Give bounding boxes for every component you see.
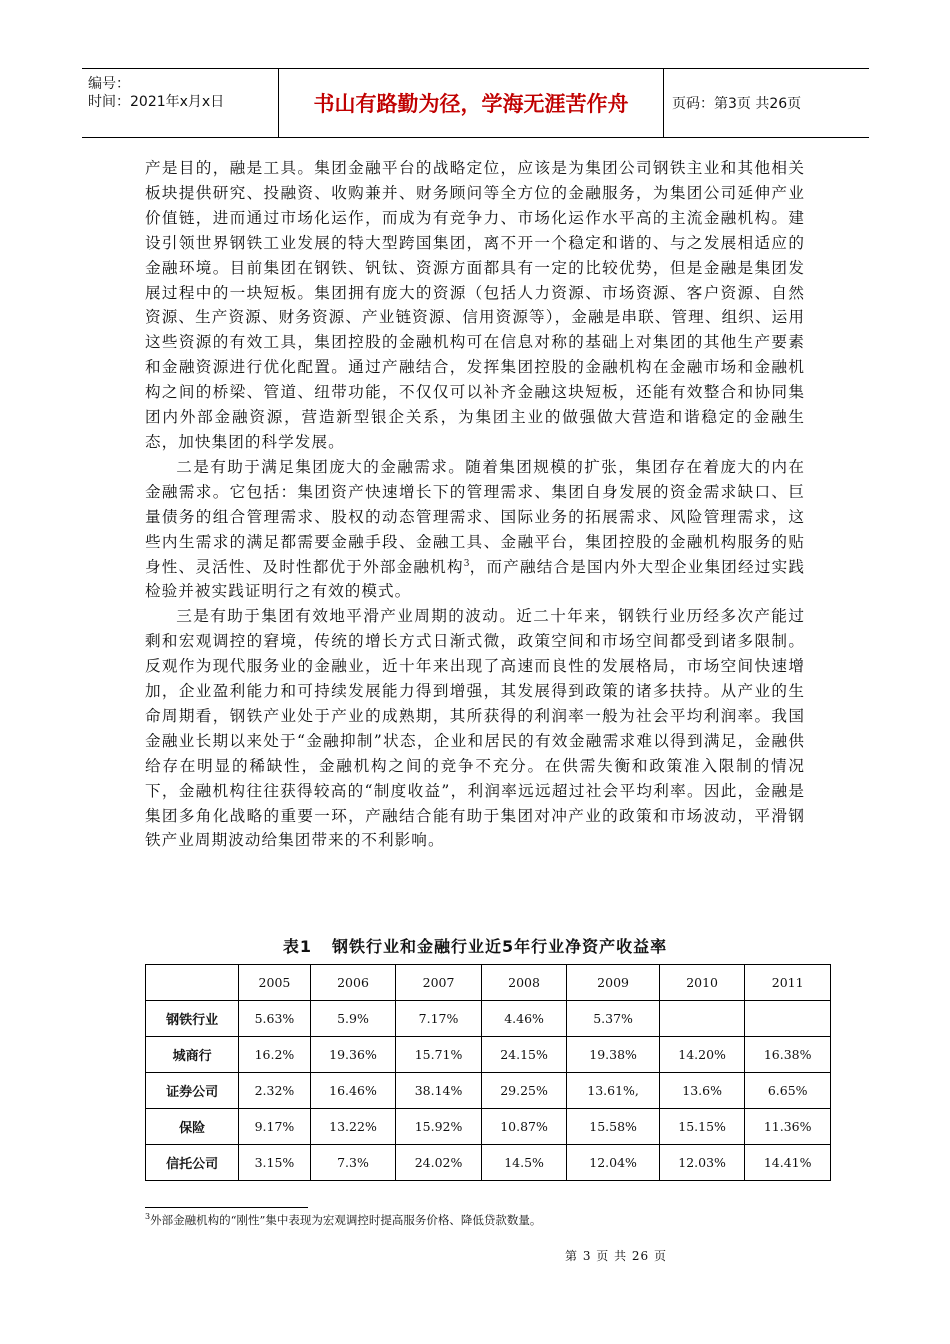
- footnote-text: 外部金融机构的“刚性”集中表现为宏观调控时提高服务价格、降低贷款数量。: [150, 1213, 542, 1227]
- value-cell: 14.41%: [745, 1145, 831, 1181]
- table-corner-cell: [146, 965, 239, 1001]
- document-number-label: 编号：: [88, 76, 130, 92]
- value-cell: 14.5%: [481, 1145, 567, 1181]
- value-cell: [745, 1001, 831, 1037]
- year-header-cell: 2008: [481, 965, 567, 1001]
- value-cell: 15.71%: [396, 1037, 482, 1073]
- value-cell: 12.03%: [659, 1145, 745, 1181]
- value-cell: 6.65%: [745, 1073, 831, 1109]
- value-cell: 19.36%: [310, 1037, 396, 1073]
- value-cell: 2.32%: [239, 1073, 311, 1109]
- value-cell: 14.20%: [659, 1037, 745, 1073]
- year-header-cell: 2007: [396, 965, 482, 1001]
- row-header-cell: 保险: [146, 1109, 239, 1145]
- value-cell: 13.61%,: [567, 1073, 660, 1109]
- value-cell: 7.3%: [310, 1145, 396, 1181]
- value-cell: 5.63%: [239, 1001, 311, 1037]
- row-header-cell: 城商行: [146, 1037, 239, 1073]
- value-cell: 9.17%: [239, 1109, 311, 1145]
- value-cell: 15.58%: [567, 1109, 660, 1145]
- table-number: 表1: [282, 937, 312, 956]
- footnote-mark: 3: [145, 1212, 151, 1222]
- roe-table: [145, 964, 831, 1181]
- table-row: [146, 1109, 831, 1145]
- footnote-reference[interactable]: 3: [463, 558, 470, 569]
- header-meta-cell: [82, 69, 279, 137]
- table-row: [146, 1001, 831, 1037]
- value-cell: 15.15%: [659, 1109, 745, 1145]
- row-header-cell: 钢铁行业: [146, 1001, 239, 1037]
- value-cell: 5.37%: [567, 1001, 660, 1037]
- table-caption: [145, 934, 805, 957]
- value-cell: 29.25%: [481, 1073, 567, 1109]
- paragraph-text: ，而产融结合是国内外大型企业集团经过实践检验并被实践证明行之有效的模式。: [145, 557, 805, 601]
- header-motto: 书山有路勤为径，学海无涯苦作舟: [279, 69, 664, 137]
- year-header-cell: 2011: [745, 965, 831, 1001]
- footnote-separator: [145, 1207, 308, 1208]
- header-page-number: 页码：第3页 共26页: [672, 96, 802, 112]
- table-header-row: [146, 965, 831, 1001]
- body-text: [145, 156, 805, 853]
- year-header-cell: 2010: [659, 965, 745, 1001]
- value-cell: 15.92%: [396, 1109, 482, 1145]
- value-cell: 38.14%: [396, 1073, 482, 1109]
- table-row: [146, 1145, 831, 1181]
- paragraph: 三是有助于集团有效地平滑产业周期的波动。近二十年来，钢铁行业历经多次产能过剩和宏观调控的窘境，传统的增长方式日渐式微，政策空间和市场空间都受到诸多限制。反观作为现代服务业的金融业，近十年来出现了高速而良性的发展格局，市场空间快速增加，企业盈利能力和可持续发展能力得到增强，其发展得到政策的诸多扶持。从产业的生命周期看，钢铁产业处于产业的成熟期，其所获得的利润率一般为社会平均利润率。我国金融业长期以来处于“金融抑制”状态，企业和居民的有效金融需求难以得到满足，金融供给存在明显的稀缺性，金融机构之间的竞争不充分。在供需失衡和政策准入限制的情况下，金融机构往往获得较高的“制度收益”，利润率远远超过社会平均利率。因此，金融是集团多角化战略的重要一环，产融结合能有助于集团对冲产业的政策和市场波动，平滑钢铁产业周期波动给集团带来的不利影响。: [145, 607, 805, 850]
- paragraph: [145, 455, 805, 604]
- value-cell: [659, 1001, 745, 1037]
- value-cell: 13.22%: [310, 1109, 396, 1145]
- value-cell: 11.36%: [745, 1109, 831, 1145]
- value-cell: 19.38%: [567, 1037, 660, 1073]
- table-title: 钢铁行业和金融行业近5年行业净资产收益率: [332, 937, 668, 956]
- row-header-cell: 证券公司: [146, 1073, 239, 1109]
- paragraph: 产是目的，融是工具。集团金融平台的战略定位，应该是为集团公司钢铁主业和其他相关板块提供研究、投融资、收购兼并、财务顾问等全方位的金融服务，为集团公司延伸产业价值链，进而通过市场化运作，而成为有竞争力、市场化运作水平高的主流金融机构。建设引领世界钢铁工业发展的特大型跨国集团，离不开一个稳定和谐的、与之发展相适应的金融环境。目前集团在钢铁、钒钛、资源方面都具有一定的比较优势，但是金融是集团发展过程中的一块短板。集团拥有庞大的资源（包括人力资源、市场资源、客户资源、自然资源、生产资源、财务资源、产业链资源、信用资源等），金融是串联、管理、组织、运用这些资源的有效工具，集团控股的金融机构可在信息对称的基础上对集团的其他生产要素和金融资源进行优化配置。通过产融结合，发挥集团控股的金融机构在金融市场和金融机构之间的桥梁、管道、纽带功能，不仅仅可以补齐金融这块短板，还能有效整合和协同集团内外部金融资源，营造新型银企关系，为集团主业的做强做大营造和谐稳定的金融生态，加快集团的科学发展。: [145, 159, 805, 451]
- value-cell: 13.6%: [659, 1073, 745, 1109]
- footnote: [145, 1212, 541, 1228]
- value-cell: 16.2%: [239, 1037, 311, 1073]
- table-row: [146, 1073, 831, 1109]
- value-cell: 24.15%: [481, 1037, 567, 1073]
- value-cell: 7.17%: [396, 1001, 482, 1037]
- value-cell: 16.38%: [745, 1037, 831, 1073]
- table-row: [146, 1037, 831, 1073]
- value-cell: 24.02%: [396, 1145, 482, 1181]
- year-header-cell: 2006: [310, 965, 396, 1001]
- row-header-cell: 信托公司: [146, 1145, 239, 1181]
- document-date-label: 时间：2021年x月x日: [88, 94, 225, 110]
- page-header: [82, 68, 869, 138]
- year-header-cell: 2005: [239, 965, 311, 1001]
- year-header-cell: 2009: [567, 965, 660, 1001]
- value-cell: 16.46%: [310, 1073, 396, 1109]
- value-cell: 10.87%: [481, 1109, 567, 1145]
- value-cell: 12.04%: [567, 1145, 660, 1181]
- value-cell: 3.15%: [239, 1145, 311, 1181]
- page-footer: 第 3 页 共 26 页: [565, 1249, 667, 1263]
- value-cell: 4.46%: [481, 1001, 567, 1037]
- paragraph-text: 二是有助于满足集团庞大的金融需求。随着集团规模的扩张，集团存在着庞大的内在金融需求。它包括：集团资产快速增长下的管理需求、集团自身发展的资金需求缺口、巨量债务的组合管理需求、股权的动态管理需求、国际业务的拓展需求、风险管理需求，这些内生需求的满足都需要金融手段、金融工具、金融平台，集团控股的金融机构服务的贴身性、灵活性、及时性都优于外部金融机构: [145, 457, 805, 576]
- value-cell: 5.9%: [310, 1001, 396, 1037]
